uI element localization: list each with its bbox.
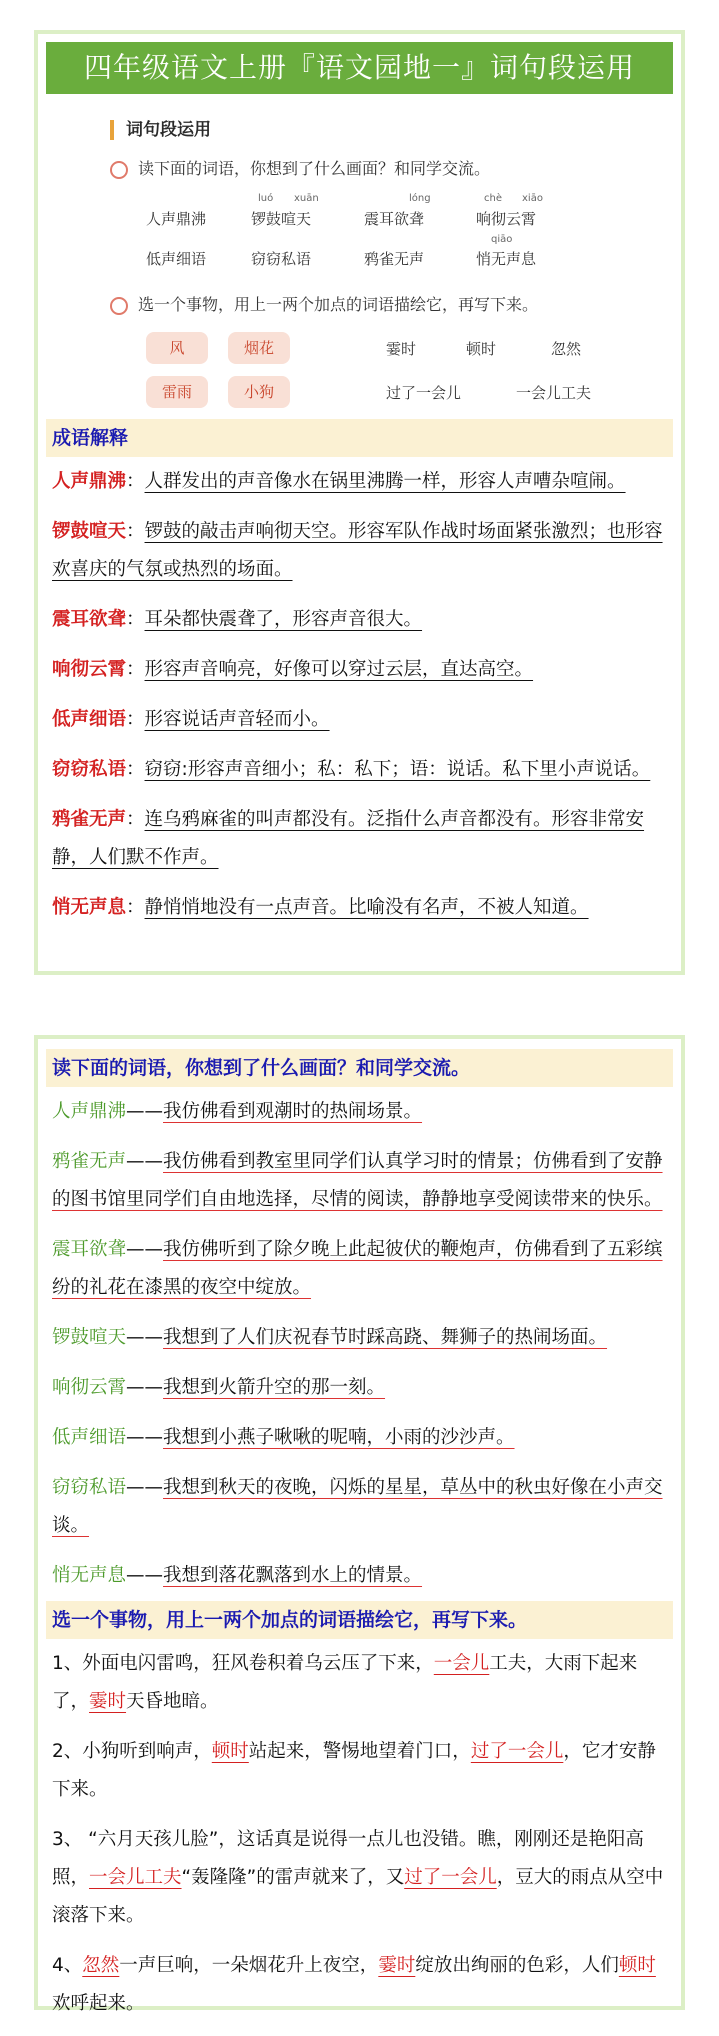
- top-card: [34, 30, 685, 975]
- idiom-row: 响彻云霄：形容声音响亮，好像可以穿过云层，直达高空。: [52, 659, 534, 680]
- word: 锣鼓喧天: [251, 210, 312, 228]
- sentence-4: 4、忽然一声巨响，一朵烟花升上夜空，霎时绽放出绚丽的色彩，人们顿时欢呼起来。: [52, 1955, 656, 2014]
- idiom-row: 鸦雀无声：连乌鸦麻雀的叫声都没有。泛指什么声音都没有。形容非常安静，人们默不作声。: [52, 809, 645, 868]
- answer-row: 低声细语——我想到小燕子啾啾的呢喃，小雨的沙沙声。: [52, 1427, 515, 1448]
- word: 震耳欲聋: [364, 210, 425, 228]
- word: 响彻云霄: [476, 210, 537, 228]
- idiom-row: 窃窃私语：窃窃:形容声音细小；私：私下；语：说话。私下里小声说话。: [52, 759, 651, 780]
- time-word: 一会儿工夫: [516, 384, 592, 402]
- page-title: 四年级语文上册『语文园地一』词句段运用: [46, 42, 673, 94]
- idiom-row: 锣鼓喧天：锣鼓的敲击声响彻天空。形容军队作战时场面紧张激烈；也形容欢喜庆的气氛或热烈的场面。: [52, 521, 663, 580]
- thing-pill: 小狗: [228, 376, 290, 408]
- word: 悄无声息: [476, 250, 537, 268]
- idiom-row: 悄无声息：静悄悄地没有一点声音。比喻没有名声，不被人知道。: [52, 897, 589, 918]
- time-word: 过了一会儿: [386, 384, 462, 402]
- word: 人声鼎沸: [146, 210, 207, 228]
- word: 低声细语: [146, 250, 207, 268]
- circle-icon: [110, 161, 128, 179]
- idiom-list: [38, 457, 681, 933]
- time-word: 顿时: [466, 340, 497, 358]
- idioms-header: 成语解释: [46, 419, 673, 457]
- word: 窃窃私语: [251, 250, 312, 268]
- answers-header-1: 读下面的词语，你想到了什么画面？和同学交流。: [46, 1049, 673, 1087]
- time-word: 霎时: [386, 340, 417, 358]
- answer-row: 人声鼎沸——我仿佛看到观潮时的热闹场景。: [52, 1101, 423, 1122]
- circle-icon: [110, 297, 128, 315]
- answer-row: 鸦雀无声——我仿佛看到教室里同学们认真学习时的情景；仿佛看到了安静的图书馆里同学们自由地选择，尽情的阅读，静静地享受阅读带来的快乐。: [52, 1151, 663, 1210]
- section-heading: 词句段运用: [110, 120, 211, 140]
- idiom-row: 震耳欲聋：耳朵都快震聋了，形容声音很大。: [52, 609, 423, 630]
- idiom-row: 低声细语：形容说话声音轻而小。: [52, 709, 330, 730]
- textbook-excerpt: 词句段运用 读下面的词语，你想到了什么画面？和同学交流。 luó xuān lóng chè xiāo qiāo 人声鼎沸 锣鼓喧天 震耳欲聋 响彻云霄 低声细语 窃窃私语 鸦雀无声 悄无声息 选一个事物，用上一两个加点的词语描绘它，再写下来。 风 烟花 雷雨 小狗 霎时 顿时 忽然 过了一会儿 一会儿工夫: [46, 94, 673, 419]
- question-2: 选一个事物，用上一两个加点的词语描绘它，再写下来。: [110, 292, 538, 315]
- answer-row: 响彻云霄——我想到火箭升空的那一刻。: [52, 1377, 386, 1398]
- answer-row: 悄无声息——我想到落花飘落到水上的情景。: [52, 1565, 423, 1586]
- word: 鸦雀无声: [364, 250, 425, 268]
- bottom-card: [34, 1035, 685, 2014]
- answer-row: 震耳欲聋——我仿佛听到了除夕晚上此起彼伏的鞭炮声，仿佛看到了五彩缤纷的礼花在漆黑的夜空中绽放。: [52, 1239, 663, 1298]
- thing-pill: 雷雨: [146, 376, 208, 408]
- answer-row: 窃窃私语——我想到秋天的夜晚，闪烁的星星，草丛中的秋虫好像在小声交谈。: [52, 1477, 663, 1536]
- time-word: 忽然: [551, 340, 582, 358]
- sentence-3: 3、 “六月天孩儿脸”，这话真是说得一点儿也没错。瞧，刚刚还是艳阳高照，一会儿工夫“轰隆隆”的雷声就来了，又过了一会儿，豆大的雨点从空中滚落下来。: [52, 1829, 664, 1926]
- answer-row: 锣鼓喧天——我想到了人们庆祝春节时踩高跷、舞狮子的热闹场面。: [52, 1327, 608, 1348]
- sentence-2: 2、小狗听到响声，顿时站起来，警惕地望着门口，过了一会儿，它才安静下来。: [52, 1741, 656, 1800]
- idiom-row: 人声鼎沸：人群发出的声音像水在锅里沸腾一样，形容人声嘈杂喧闹。: [52, 471, 626, 492]
- answers-header-2: 选一个事物，用上一两个加点的词语描绘它，再写下来。: [46, 1601, 673, 1639]
- question-1: 读下面的词语，你想到了什么画面？和同学交流。: [110, 156, 490, 179]
- sentence-1: 1、外面电闪雷鸣，狂风卷积着乌云压了下来，一会儿工夫，大雨下起来了，霎时天昏地暗。: [52, 1653, 638, 1712]
- thing-pill: 烟花: [228, 332, 290, 364]
- thing-pill: 风: [146, 332, 208, 364]
